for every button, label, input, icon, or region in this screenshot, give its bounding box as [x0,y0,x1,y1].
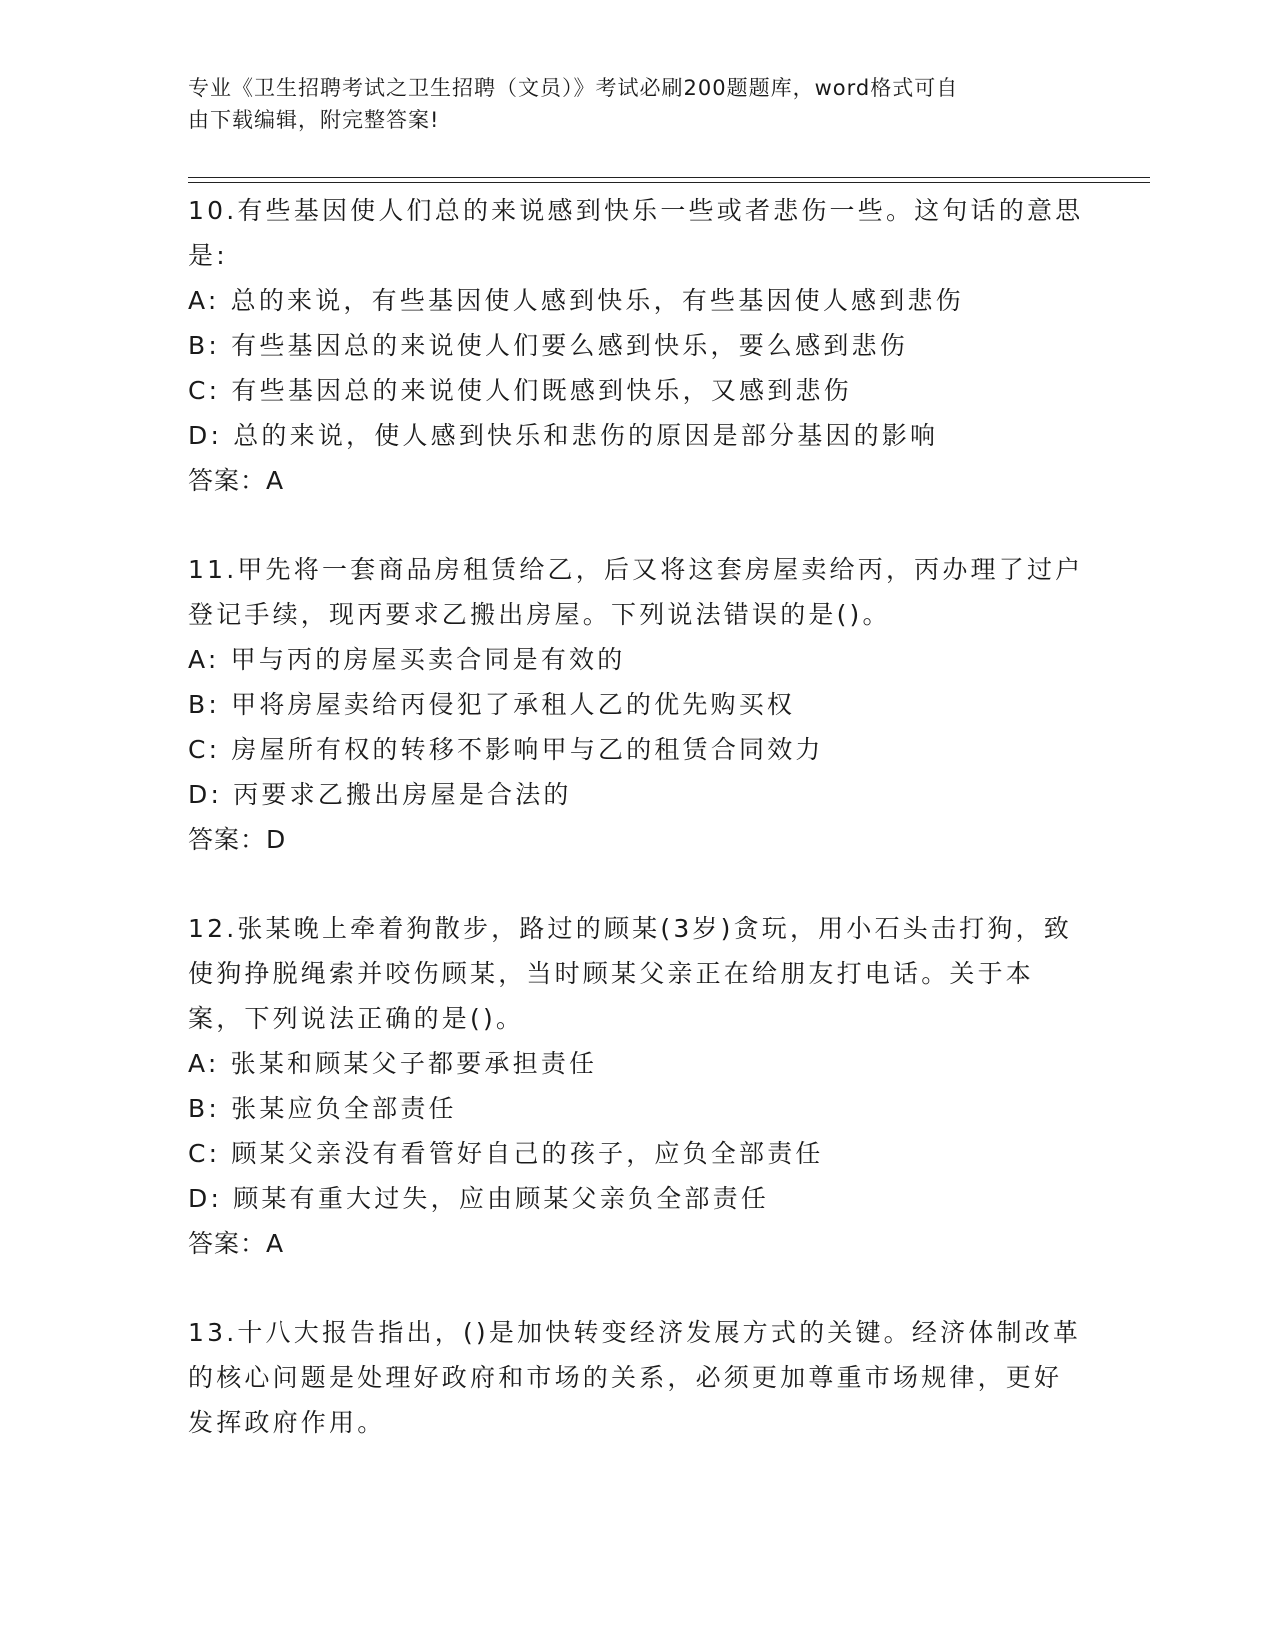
option-b: B: 张某应负全部责任 [188,1094,457,1123]
option-d: D: 顾某有重大过失，应由顾某父亲负全部责任 [188,1184,770,1213]
header-divider-top [188,177,1150,178]
document-header [188,72,1088,136]
question-10 [188,188,1088,503]
option-d: D: 总的来说，使人感到快乐和悲伤的原因是部分基因的影响 [188,421,939,450]
option-c: C: 顾某父亲没有看管好自己的孩子，应负全部责任 [188,1139,824,1168]
question-12 [188,906,1088,1266]
question-stem: 13.十八大报告指出，()是加快转变经济发展方式的关键。经济体制改革的核心问题是处理好政府和市场的关系，必须更加尊重市场规律，更好发挥政府作用。 [188,1318,1082,1437]
option-a: A: 总的来说，有些基因使人感到快乐，有些基因使人感到悲伤 [188,286,964,315]
answer: 答案：A [188,466,285,495]
option-a: A: 甲与丙的房屋买卖合同是有效的 [188,645,626,674]
option-d: D: 丙要求乙搬出房屋是合法的 [188,780,572,809]
question-stem: 12.张某晚上牵着狗散步，路过的顾某(3岁)贪玩，用小石头击打狗，致使狗挣脱绳索并咬伤顾某，当时顾某父亲正在给朋友打电话。关于本案，下列说法正确的是()。 [188,914,1072,1033]
option-b: B: 甲将房屋卖给丙侵犯了承租人乙的优先购买权 [188,690,796,719]
option-b: B: 有些基因总的来说使人们要么感到快乐，要么感到悲伤 [188,331,908,360]
option-c: C: 房屋所有权的转移不影响甲与乙的租赁合同效力 [188,735,824,764]
header-line-2: 由下载编辑，附完整答案! [188,108,440,132]
header-line-1: 专业《卫生招聘考试之卫生招聘（文员）》考试必刷200题题库，word格式可自 [188,76,959,100]
header-divider-bottom [188,182,1150,183]
answer: 答案：D [188,825,287,854]
option-a: A: 张某和顾某父子都要承担责任 [188,1049,598,1078]
question-stem: 10.有些基因使人们总的来说感到快乐一些或者悲伤一些。这句话的意思是: [188,196,1084,270]
answer: 答案：A [188,1229,285,1258]
question-list [188,188,1088,1445]
option-c: C: 有些基因总的来说使人们既感到快乐，又感到悲伤 [188,376,852,405]
question-11 [188,547,1088,862]
question-stem: 11.甲先将一套商品房租赁给乙，后又将这套房屋卖给丙，丙办理了过户登记手续，现丙要求乙搬出房屋。下列说法错误的是()。 [188,555,1084,629]
question-13 [188,1310,1088,1445]
